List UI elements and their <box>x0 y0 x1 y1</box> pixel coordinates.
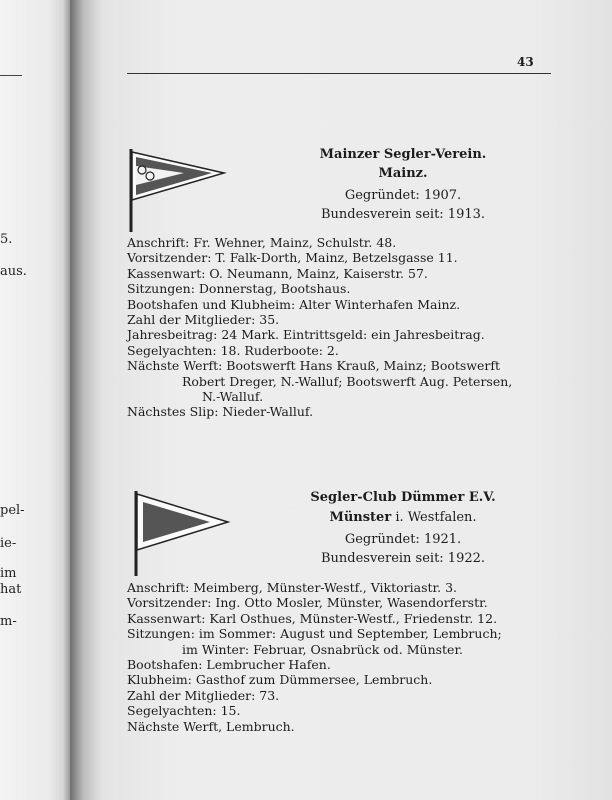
left-fragment: hat <box>0 582 22 597</box>
detail-line: Robert Dreger, N.-Walluf; Bootswerft Aug. Petersen, <box>182 373 513 389</box>
club-details <box>127 235 512 420</box>
detail-line: Klubheim: Gasthof zum Dümmersee, Lembruch. <box>127 672 433 688</box>
club-federation: Bundesverein seit: 1922. <box>320 551 486 566</box>
left-fragment: ie- <box>0 536 17 551</box>
detail-line: Kassenwart: O. Neumann, Mainz, Kaiserstr. 57. <box>127 265 428 281</box>
detail-line: Vorsitzender: T. Falk-Dorth, Mainz, Betzelsgasse 11. <box>127 250 458 266</box>
detail-line: Zahl der Mitglieder: 73. <box>127 687 280 703</box>
left-fragment: m- <box>0 614 17 629</box>
detail-line: Vorsitzender: Ing. Otto Mosler, Münster, Wasendorferstr. <box>127 595 488 611</box>
club-details <box>127 580 502 734</box>
left-fragment: 5. <box>0 232 13 247</box>
club-city <box>300 510 506 526</box>
detail-line: Sitzungen: im Sommer: August und September, Lembruch; <box>127 626 502 642</box>
detail-line: Anschrift: Meimberg, Münster-Westf., Viktoriastr. 3. <box>127 580 458 595</box>
detail-line: Nächstes Slip: Nieder-Walluf. <box>127 404 314 420</box>
detail-line: im Winter: Februar, Osnabrück od. Münster. <box>182 641 464 657</box>
left-fragment: pel- <box>0 503 25 518</box>
club-city-rest: i. Westfalen. <box>391 510 477 525</box>
book-page <box>70 0 612 800</box>
club-federation: Bundesverein seit: 1913. <box>320 207 486 222</box>
left-page-rule <box>0 75 22 76</box>
detail-line: Nächste Werft: Bootswerft Hans Krauß, Mainz; Bootswerft <box>127 358 501 374</box>
club-city: Mainz. <box>378 166 428 181</box>
pennant-flag-icon <box>126 146 228 236</box>
detail-line: Jahresbeitrag: 24 Mark. Eintrittsgeld: ein Jahresbeitrag. <box>127 327 485 343</box>
left-fragment: aus. <box>0 264 27 279</box>
detail-line: Nächste Werft, Lembruch. <box>127 718 295 734</box>
detail-line: Sitzungen: Donnerstag, Bootshaus. <box>127 281 351 297</box>
left-page-edge <box>0 0 70 800</box>
club-city-bold: Münster <box>329 510 392 525</box>
club-founded: Gegründet: 1921. <box>344 532 462 547</box>
detail-line: Segelyachten: 15. <box>127 703 241 719</box>
pennant-flag-icon <box>130 488 232 580</box>
header-rule <box>127 73 551 74</box>
club-founded: Gegründet: 1907. <box>344 188 462 203</box>
detail-line: Zahl der Mitglieder: 35. <box>127 312 280 328</box>
club-name: Mainzer Segler-Verein. <box>319 147 487 162</box>
page-number: 43 <box>517 55 534 69</box>
detail-line: Kassenwart: Karl Osthues, Münster-Westf., Friedenstr. 12. <box>127 610 498 626</box>
detail-line: Anschrift: Fr. Wehner, Mainz, Schulstr. 48. <box>127 235 397 250</box>
club-name: Segler-Club Dümmer E.V. <box>310 490 496 505</box>
detail-line: Bootshafen: Lembrucher Hafen. <box>127 657 331 673</box>
detail-line: Bootshafen und Klubheim: Alter Winterhafen Mainz. <box>127 296 461 312</box>
detail-line: N.-Walluf. <box>202 389 264 405</box>
left-fragment: im <box>0 566 17 581</box>
detail-line: Segelyachten: 18. Ruderboote: 2. <box>127 342 339 358</box>
